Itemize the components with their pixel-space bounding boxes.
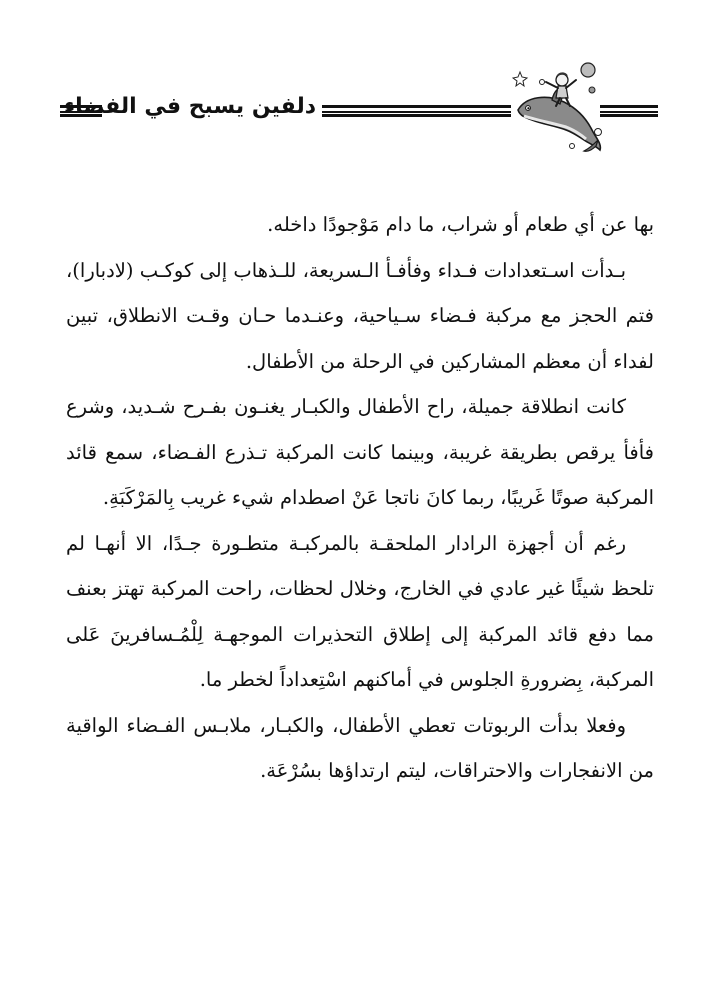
paragraph-2: بـدأت اسـتعدادات فـداء وفأفـأ الـسريعة، للـذهاب إلى كوكـب (لادبارا)، فتم الحجز مع مركبة فـضاء سـياحية، وعنـدما حـان وقـت الانطلاق، تبين لفداء أن معظم المشاركين في الرحلة من الأطفال. (66, 258, 654, 373)
dolphin-illustration (512, 60, 604, 152)
paragraph-3: كانت انطلاقة جميلة، راح الأطفال والكبـار يغنـون بفـرح شـديد، وشرع فأفأ يرقص بطريقة غريبة، وبينما كانت المركبة تـذرع الفـضاء، سمع قائد المركبة صوتًا غَريبًا، ربما كانَ ناتجا عَنْ اصطدام شيء غريب بِالمَرْكَبَةِ. (66, 395, 654, 509)
paragraph-4: رغم أن أجهزة الرادار الملحقـة بالمركبـة متطـورة جـدًا، الا أنهـا لم تلحظ شيئًا غير عادي في الخارج، وخلال لحظات، راحت المركبة تهتز بعنف مما دفع قائد المركبة إلى إطلاق التحذيرات الموجهـة لِلْمُـسافرينَ عَلى المركبة، بِضرورةِ الجلوس في أماكنهم اسْتِعداداً لخطر ما. (66, 531, 654, 691)
paragraph-1: بها عن أي طعام أو شراب، ما دام مَوْجودًا داخله. (267, 213, 654, 236)
paragraph-5: وفعلا بدأت الربوتات تعطي الأطفال، والكبـار، ملابـس الفـضاء الواقية من الانفجارات والاحتراقات، ليتم ارتداؤها بسُرْعَة. (66, 713, 654, 782)
header-rule-right (600, 105, 658, 117)
page-title: دلفين يسبح في الفضاء (63, 94, 316, 119)
page-body (66, 202, 654, 794)
header-rule-middle (322, 105, 511, 117)
page-header (60, 60, 660, 160)
